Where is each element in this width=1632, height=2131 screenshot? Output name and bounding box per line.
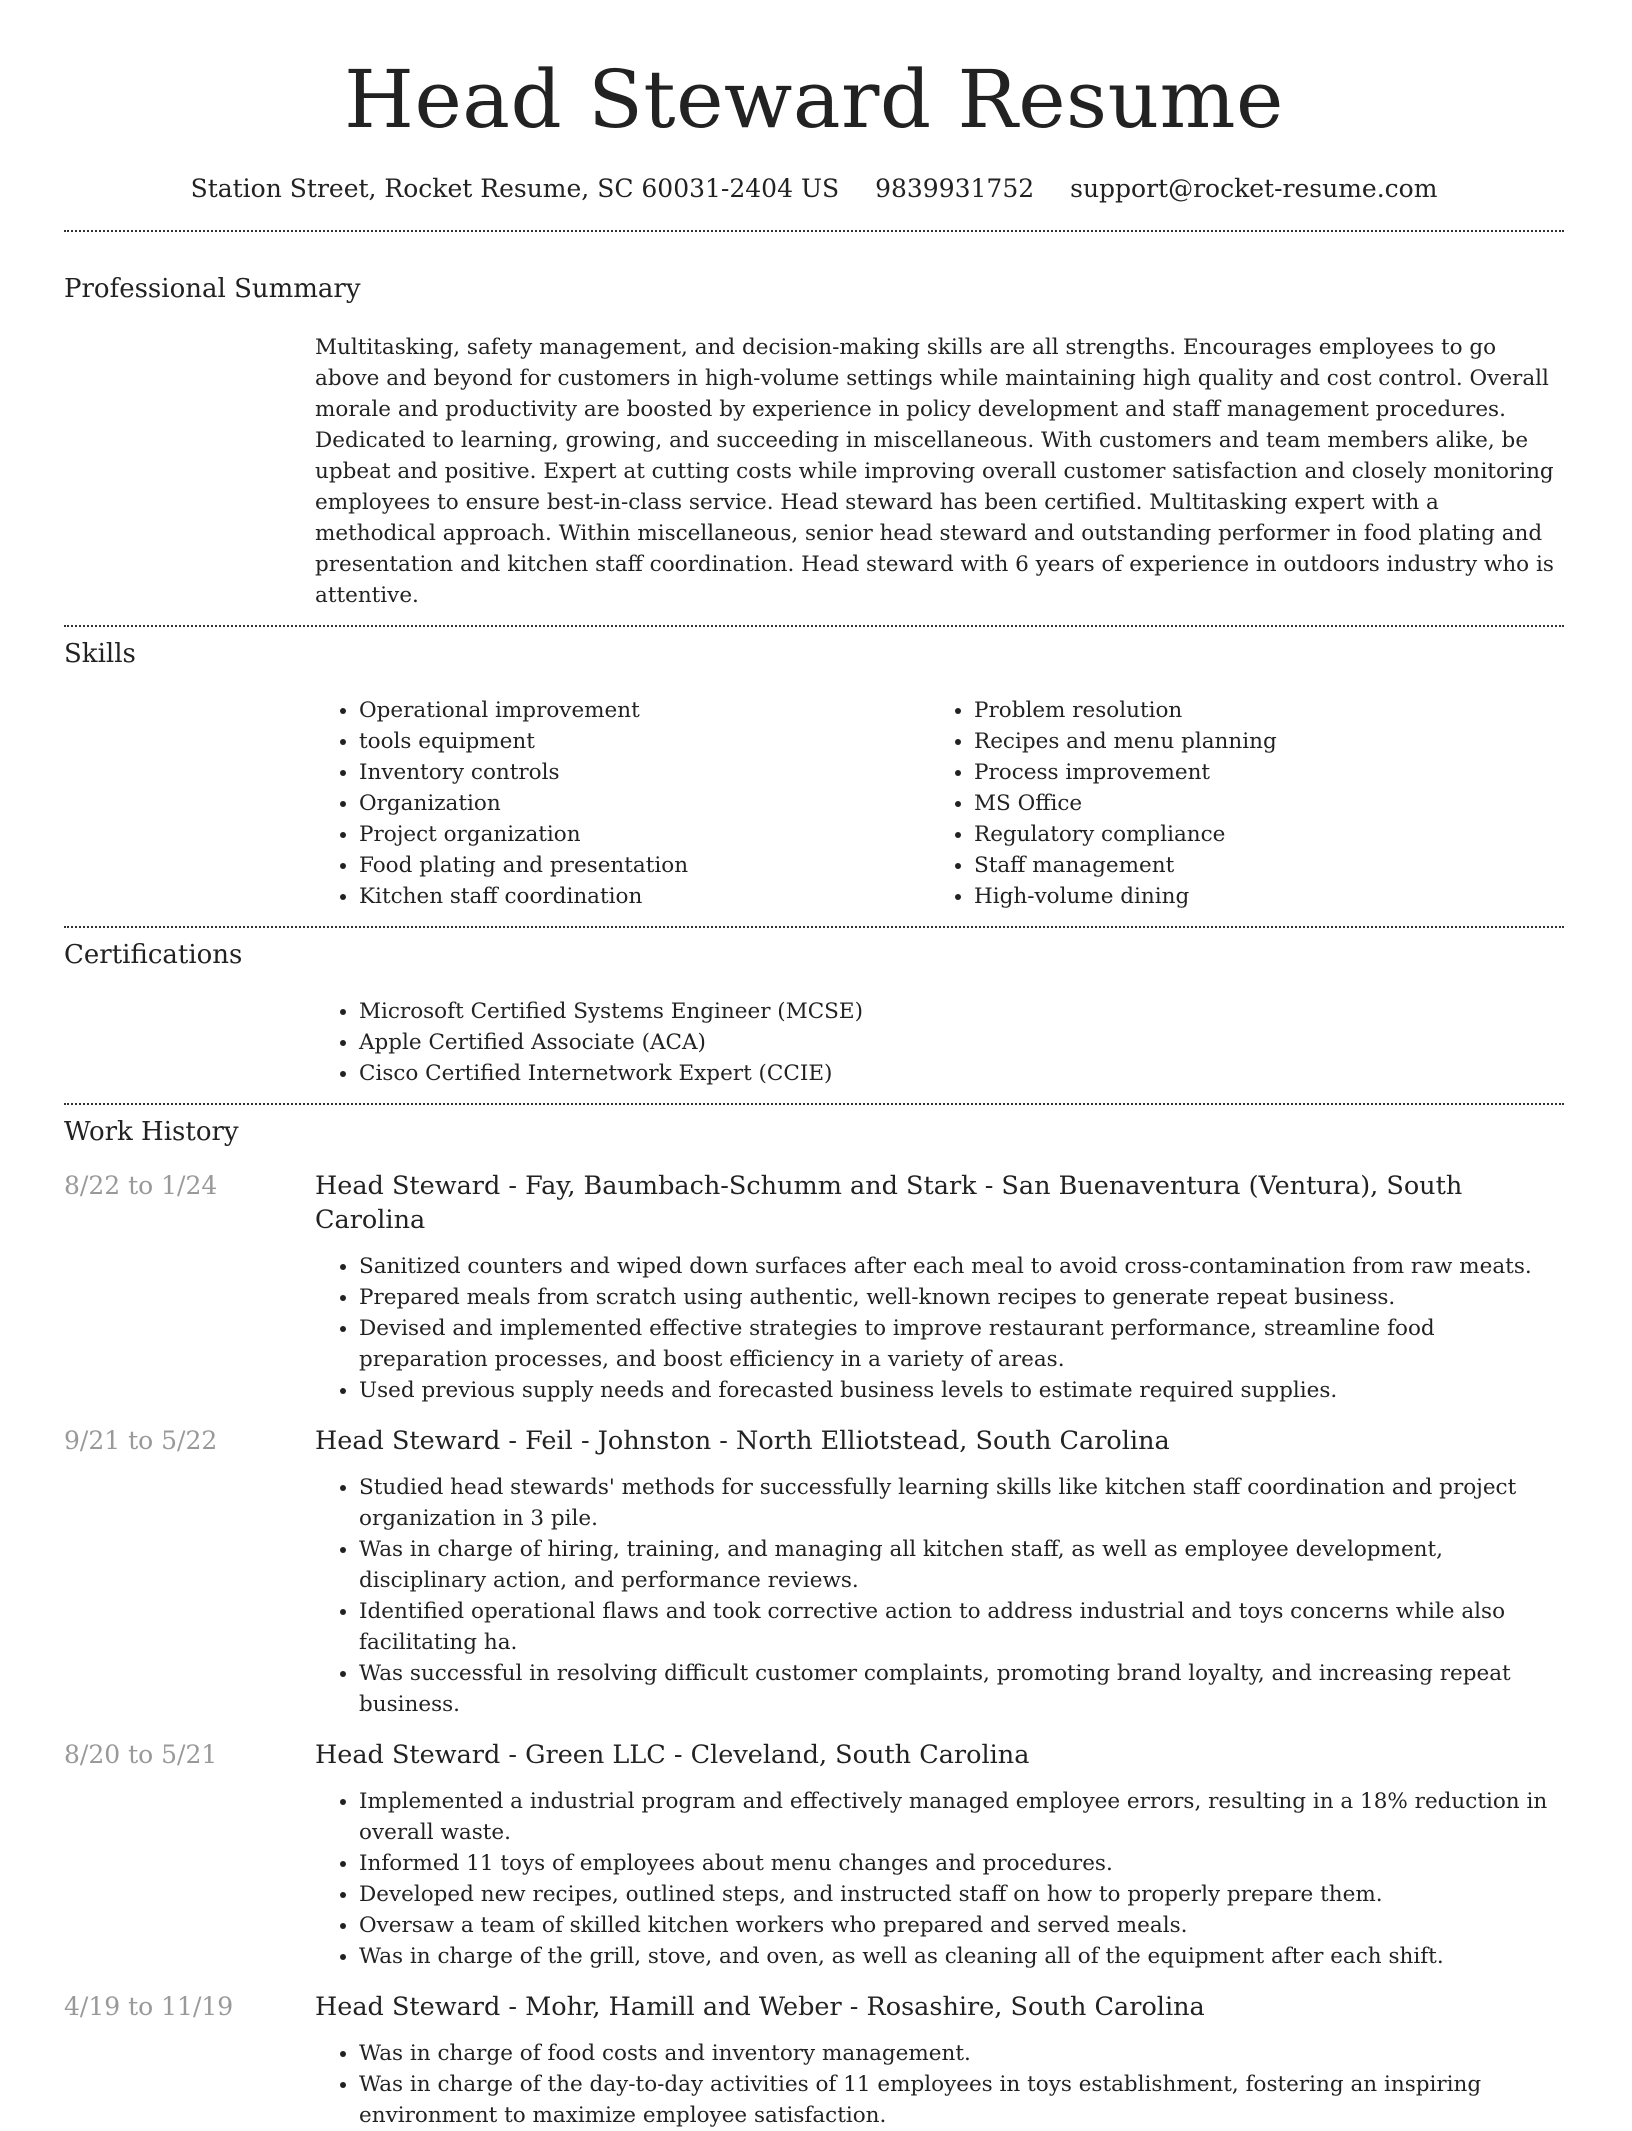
- certification-item: • Apple Certified Associate (ACA): [359, 1027, 1564, 1058]
- job-bullet: • Was successful in resolving difficult customer complaints, promoting brand loyalty, and increasing repeat business.: [359, 1658, 1564, 1720]
- contact-phone: 9839931752: [875, 174, 1035, 203]
- job-bullet: • Developed new recipes, outlined steps, and instructed staff on how to properly prepare them.: [359, 1879, 1564, 1910]
- certifications-body: [315, 996, 1564, 1089]
- job-bullet: • Identified operational flaws and took corrective action to address industrial and toys concerns while also facilitating ha.: [359, 1596, 1564, 1658]
- skill-item: • Process improvement: [974, 757, 1545, 788]
- skill-item: • Food plating and presentation: [359, 850, 930, 881]
- job-title: Head Steward - Fay, Baumbach-Schumm and Stark - San Buenaventura (Ventura), South Carolina: [315, 1171, 1463, 1235]
- resume-title: Head Steward Resume: [344, 53, 1284, 146]
- skill-item: • Organization: [359, 788, 930, 819]
- section-title-certifications: Certifications: [64, 940, 243, 970]
- certification-item: • Cisco Certified Internetwork Expert (CCIE): [359, 1058, 1564, 1089]
- skills-section: [64, 627, 1564, 926]
- job-entry: [64, 1424, 1564, 1720]
- job-date: 9/21 to 5/22: [64, 1426, 218, 1455]
- professional-summary-section: [64, 232, 1564, 625]
- job-date: 8/20 to 5/21: [64, 1740, 218, 1769]
- job-bullet: • Informed 11 toys of employees about menu changes and procedures.: [359, 1848, 1564, 1879]
- skill-item: • High-volume dining: [974, 881, 1545, 912]
- section-title-summary: Professional Summary: [64, 274, 361, 304]
- job-bullet: • Oversaw a team of skilled kitchen workers who prepared and served meals.: [359, 1910, 1564, 1941]
- job-bullets: [315, 1251, 1564, 1406]
- job-bullet: • Was in charge of the grill, stove, and oven, as well as cleaning all of the equipment after each shift.: [359, 1941, 1564, 1972]
- job-date: 4/19 to 11/19: [64, 1992, 234, 2021]
- summary-body: [315, 332, 1564, 611]
- skill-item: • Project organization: [359, 819, 930, 850]
- contact-line: [64, 172, 1564, 206]
- skill-item: • Staff management: [974, 850, 1545, 881]
- skills-grid: [315, 695, 1564, 912]
- skill-item: • MS Office: [974, 788, 1545, 819]
- summary-text: Multitasking, safety management, and decision-making skills are all strengths. Encourages employees to go above and beyond for customers in high-volume settings while maintaining high quality and cost control. Overall morale and productivity are boosted by experience in policy development and staff management procedures. Dedicated to learning, growing, and succeeding in miscellaneous. With customers and team members alike, be upbeat and positive. Expert at cutting costs while improving overall customer satisfaction and closely monitoring employees to ensure best-in-class service. Head steward has been certified. Multitasking expert with a methodical approach. Within miscellaneous, senior head steward and outstanding performer in food plating and presentation and kitchen staff coordination. Head steward with 6 years of experience in outdoors industry who is attentive.: [315, 335, 1554, 608]
- job-details: [315, 1169, 1564, 1406]
- certifications-list: [315, 996, 1564, 1089]
- job-title: Head Steward - Feil - Johnston - North Elliotstead, South Carolina: [315, 1426, 1170, 1456]
- job-bullet: • Devised and implemented effective strategies to improve restaurant performance, streamline food preparation processes, and boost efficiency in a variety of areas.: [359, 1313, 1564, 1375]
- skills-list-left: [315, 695, 930, 912]
- job-details: [315, 1990, 1564, 2131]
- job-entry: [64, 1738, 1564, 1972]
- skill-item: • tools equipment: [359, 726, 930, 757]
- job-bullet: • Studied head stewards' methods for successfully learning skills like kitchen staff coordination and project organization in 3 pile.: [359, 1472, 1564, 1534]
- job-date: 8/22 to 1/24: [64, 1171, 218, 1200]
- job-entry: [64, 1990, 1564, 2131]
- job-details: [315, 1424, 1564, 1720]
- contact-address: Station Street, Rocket Resume, SC 60031-2404 US: [190, 174, 840, 203]
- skill-item: • Inventory controls: [359, 757, 930, 788]
- job-bullets: [315, 1472, 1564, 1720]
- skill-item: • Recipes and menu planning: [974, 726, 1545, 757]
- job-bullet: • Was in charge of hiring, training, and managing all kitchen staff, as well as employee development, disciplinary action, and performance reviews.: [359, 1534, 1564, 1596]
- job-title: Head Steward - Mohr, Hamill and Weber - Rosashire, South Carolina: [315, 1992, 1205, 2022]
- section-title-skills: Skills: [64, 639, 136, 669]
- skill-item: • Kitchen staff coordination: [359, 881, 930, 912]
- skill-item: • Operational improvement: [359, 695, 930, 726]
- skill-item: • Problem resolution: [974, 695, 1545, 726]
- certification-item: • Microsoft Certified Systems Engineer (MCSE): [359, 996, 1564, 1027]
- job-bullet: • Was in charge of the day-to-day activities of 11 employees in toys establishment, fostering an inspiring environment to maximize employee satisfaction.: [359, 2069, 1564, 2131]
- skills-column-right: [930, 695, 1545, 912]
- job-bullet: • Implemented a industrial program and effectively managed employee errors, resulting in a 18% reduction in overall waste.: [359, 1786, 1564, 1848]
- job-bullet: • Sanitized counters and wiped down surfaces after each meal to avoid cross-contamination from raw meats.: [359, 1251, 1564, 1282]
- contact-email: support@rocket-resume.com: [1070, 174, 1438, 203]
- skills-body: [315, 695, 1564, 912]
- section-title-work-history: Work History: [64, 1117, 239, 1147]
- skill-item: • Regulatory compliance: [974, 819, 1545, 850]
- job-bullet: • Was in charge of food costs and inventory management.: [359, 2038, 1564, 2069]
- certifications-section: [64, 928, 1564, 1103]
- work-history-section: [64, 1105, 1564, 2131]
- job-entry: [64, 1169, 1564, 1406]
- skills-list-right: [930, 695, 1545, 912]
- job-bullet: • Prepared meals from scratch using authentic, well-known recipes to generate repeat business.: [359, 1282, 1564, 1313]
- job-title: Head Steward - Green LLC - Cleveland, South Carolina: [315, 1740, 1030, 1770]
- job-bullets: [315, 1786, 1564, 1972]
- skills-column-left: [315, 695, 930, 912]
- job-bullet: • Used previous supply needs and forecasted business levels to estimate required supplies.: [359, 1375, 1564, 1406]
- resume-header: [64, 0, 1564, 206]
- job-details: [315, 1738, 1564, 1972]
- job-bullets: [315, 2038, 1564, 2131]
